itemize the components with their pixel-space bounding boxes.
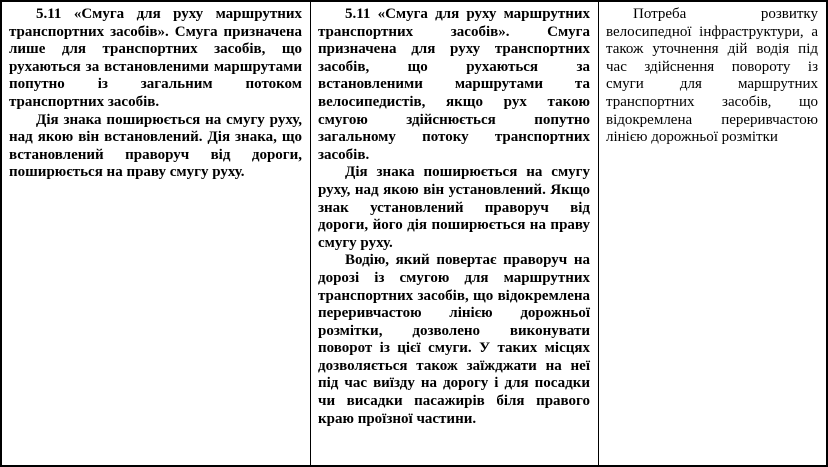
paragraph-new-3: Водію, який повертає праворуч на дорозі із смугою для маршрутних транспортних засобів, що відокремлена переривчастою лінією дорожньої розмітки, дозволено виконувати поворот із цієї смуги. У таких місцях дозволяється також заїжджати на неї під час виїзду на дорогу і для посадки чи висадки пасажирів біля правого краю проїзної частини. [318, 252, 590, 427]
paragraph-justification: Потреба розвитку велосипедної інфраструктури, а також уточнення дій водія під час здійснення повороту із смуги для маршрутних транспортних засобів, що відокремлена переривчастою лінією дорожньої розмітки [606, 6, 818, 146]
paragraph-new-2: Дія знака поширюється на смугу руху, над якою він установлений. Якщо знак установлений праворуч від дороги, його дія поширюється на праву смугу руху. [318, 164, 590, 251]
paragraph-old-2: Дія знака поширюється на смугу руху, над якою він встановлений. Дія знака, що встановлений праворуч від дороги, поширюється на праву смугу руху. [9, 111, 302, 181]
table-cell-new-edition [311, 2, 599, 465]
table-cell-old-edition [2, 2, 311, 465]
table-cell-justification [599, 2, 826, 465]
paragraph-new-1: 5.11 «Смуга для руху маршрутних транспортних засобів». Смуга призначена для руху транспортних засобів, що рухаються за встановленими маршрутами та велосипедистів, якщо рух такою смугою здійснюється попутно загальному потоку транспортних засобів. [318, 6, 590, 163]
paragraph-old-1: 5.11 «Смуга для руху маршрутних транспортних засобів». Смуга призначена лише для транспортних засобів, що рухаються за встановленими маршрутами попутно із загальним потоком транспортних засобів. [9, 6, 302, 110]
